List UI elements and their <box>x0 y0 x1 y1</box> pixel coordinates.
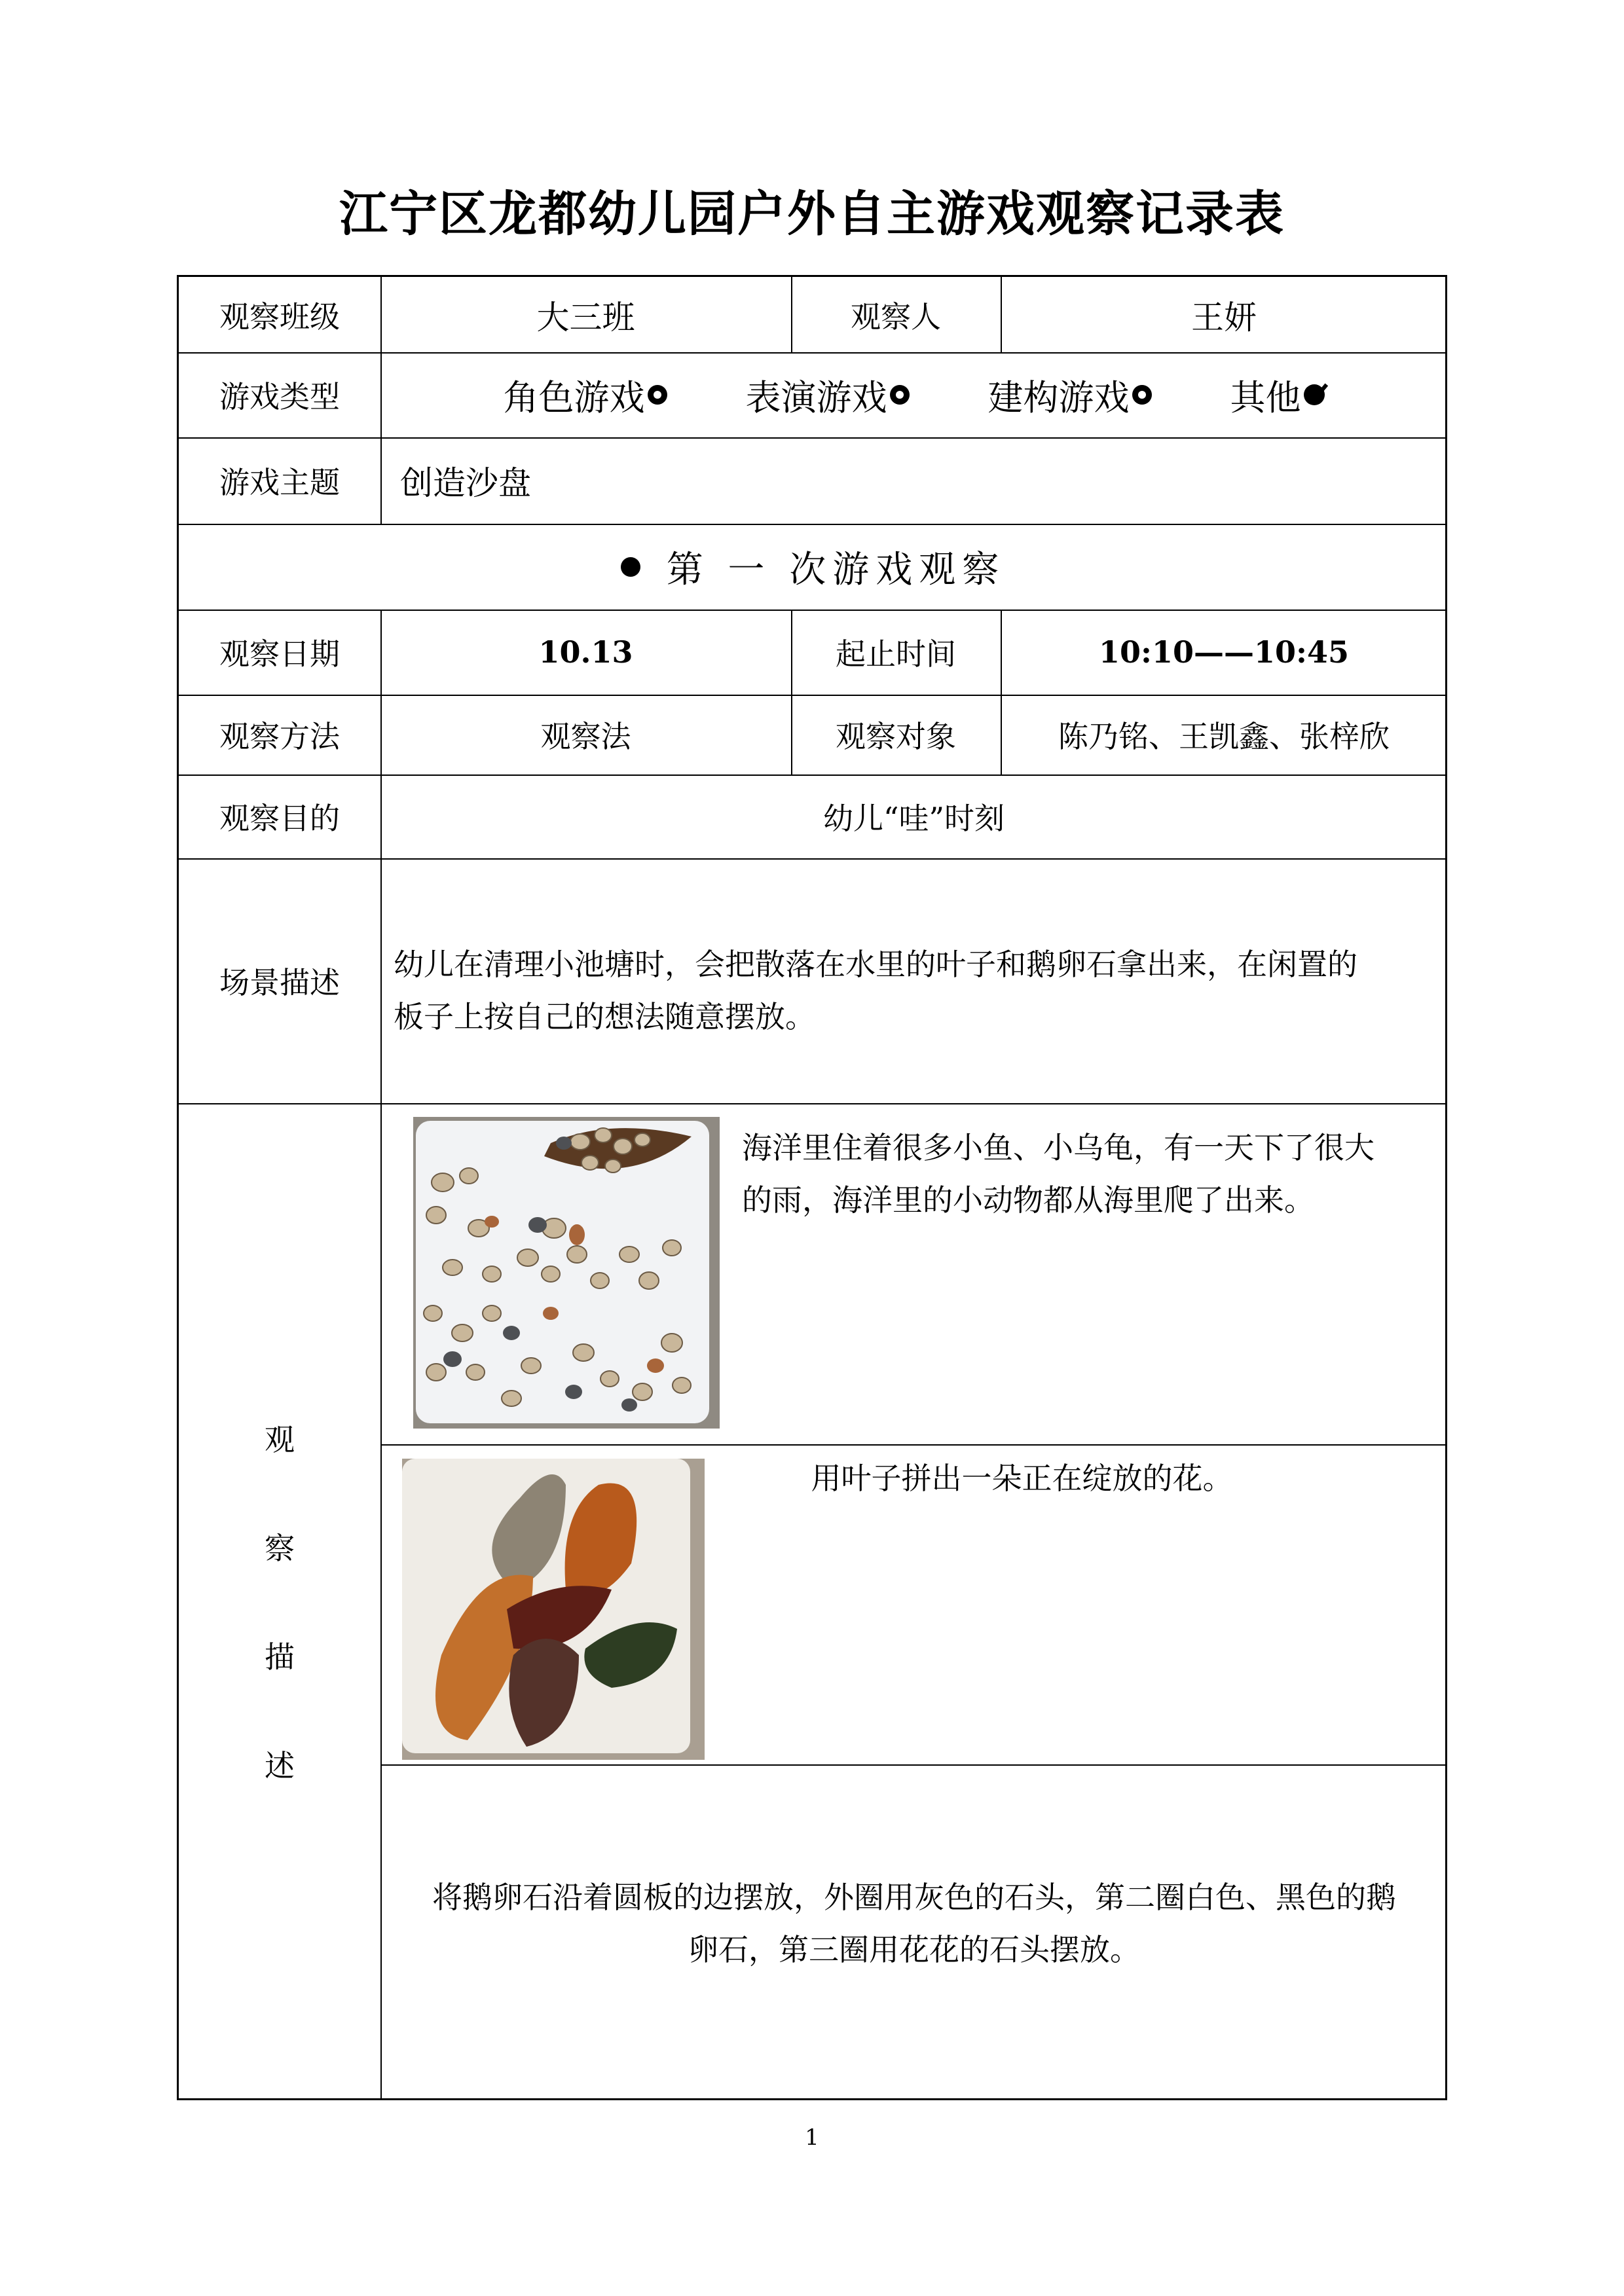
method-value: 观察法 <box>540 719 631 754</box>
game-type-options <box>380 352 1447 437</box>
subjects-value: 陈乃铭、王凯鑫、张梓欣 <box>1058 719 1390 754</box>
bullet-icon <box>621 557 640 577</box>
scene-description: 幼儿在清理小池塘时，会把散落在水里的叶子和鹅卵石拿出来，在闲置的 板子上按自己的想法随意摆放。 <box>394 947 1357 1034</box>
game-type-option-construction[interactable]: 建构游戏 <box>988 370 1152 420</box>
radio-unselected-icon <box>648 385 667 405</box>
observation-entry-1: 海洋里住着很多小鱼、小乌龟，有一天下了很大 的雨，海洋里的小动物都从海里爬了出来。 <box>742 1130 1375 1218</box>
observation-entry-2: 用叶子拼出一朵正在绽放的花。 <box>811 1461 1233 1496</box>
radio-unselected-icon <box>890 385 910 405</box>
session-heading: 第 一 次游戏观察 <box>179 524 1447 610</box>
observation-label: 观 察 描 述 <box>265 1422 295 1783</box>
game-type-label: 游戏类型 <box>219 379 340 414</box>
radio-unselected-icon <box>1132 385 1152 405</box>
purpose-label: 观察目的 <box>219 801 340 836</box>
class-value: 大三班 <box>536 298 635 337</box>
observation-entry-3: 将鹅卵石沿着圆板的边摆放，外圈用灰色的石头，第二圈白色、黑色的鹅 卵石，第三圈用花花的石头摆放。 <box>432 1880 1396 1967</box>
theme-label: 游戏主题 <box>219 465 340 500</box>
pebble-arrangement-photo <box>413 1117 720 1429</box>
scene-label: 场景描述 <box>219 965 340 1000</box>
class-label: 观察班级 <box>219 299 340 335</box>
game-type-option-other[interactable]: 其他 <box>1230 370 1325 420</box>
theme-value: 创造沙盘 <box>400 464 531 502</box>
observer-label: 观察人 <box>851 299 941 335</box>
method-label: 观察方法 <box>219 719 340 754</box>
time-value: 10:10——10:45 <box>1098 634 1349 670</box>
game-type-option-role[interactable]: 角色游戏 <box>504 370 667 420</box>
record-table <box>177 275 1447 2100</box>
page-number: 1 <box>805 2124 819 2151</box>
document-title: 江宁区龙都幼儿园户外自主游戏观察记录表 <box>339 186 1285 242</box>
game-type-option-performance[interactable]: 表演游戏 <box>746 370 910 420</box>
observer-value: 王妍 <box>1191 298 1257 337</box>
time-label: 起止时间 <box>836 636 956 672</box>
subjects-label: 观察对象 <box>836 719 956 754</box>
purpose-value: 幼儿“哇”时刻 <box>822 801 1005 836</box>
date-label: 观察日期 <box>219 636 340 672</box>
check-selected-icon <box>1304 384 1325 405</box>
date-value: 10.13 <box>538 634 633 670</box>
